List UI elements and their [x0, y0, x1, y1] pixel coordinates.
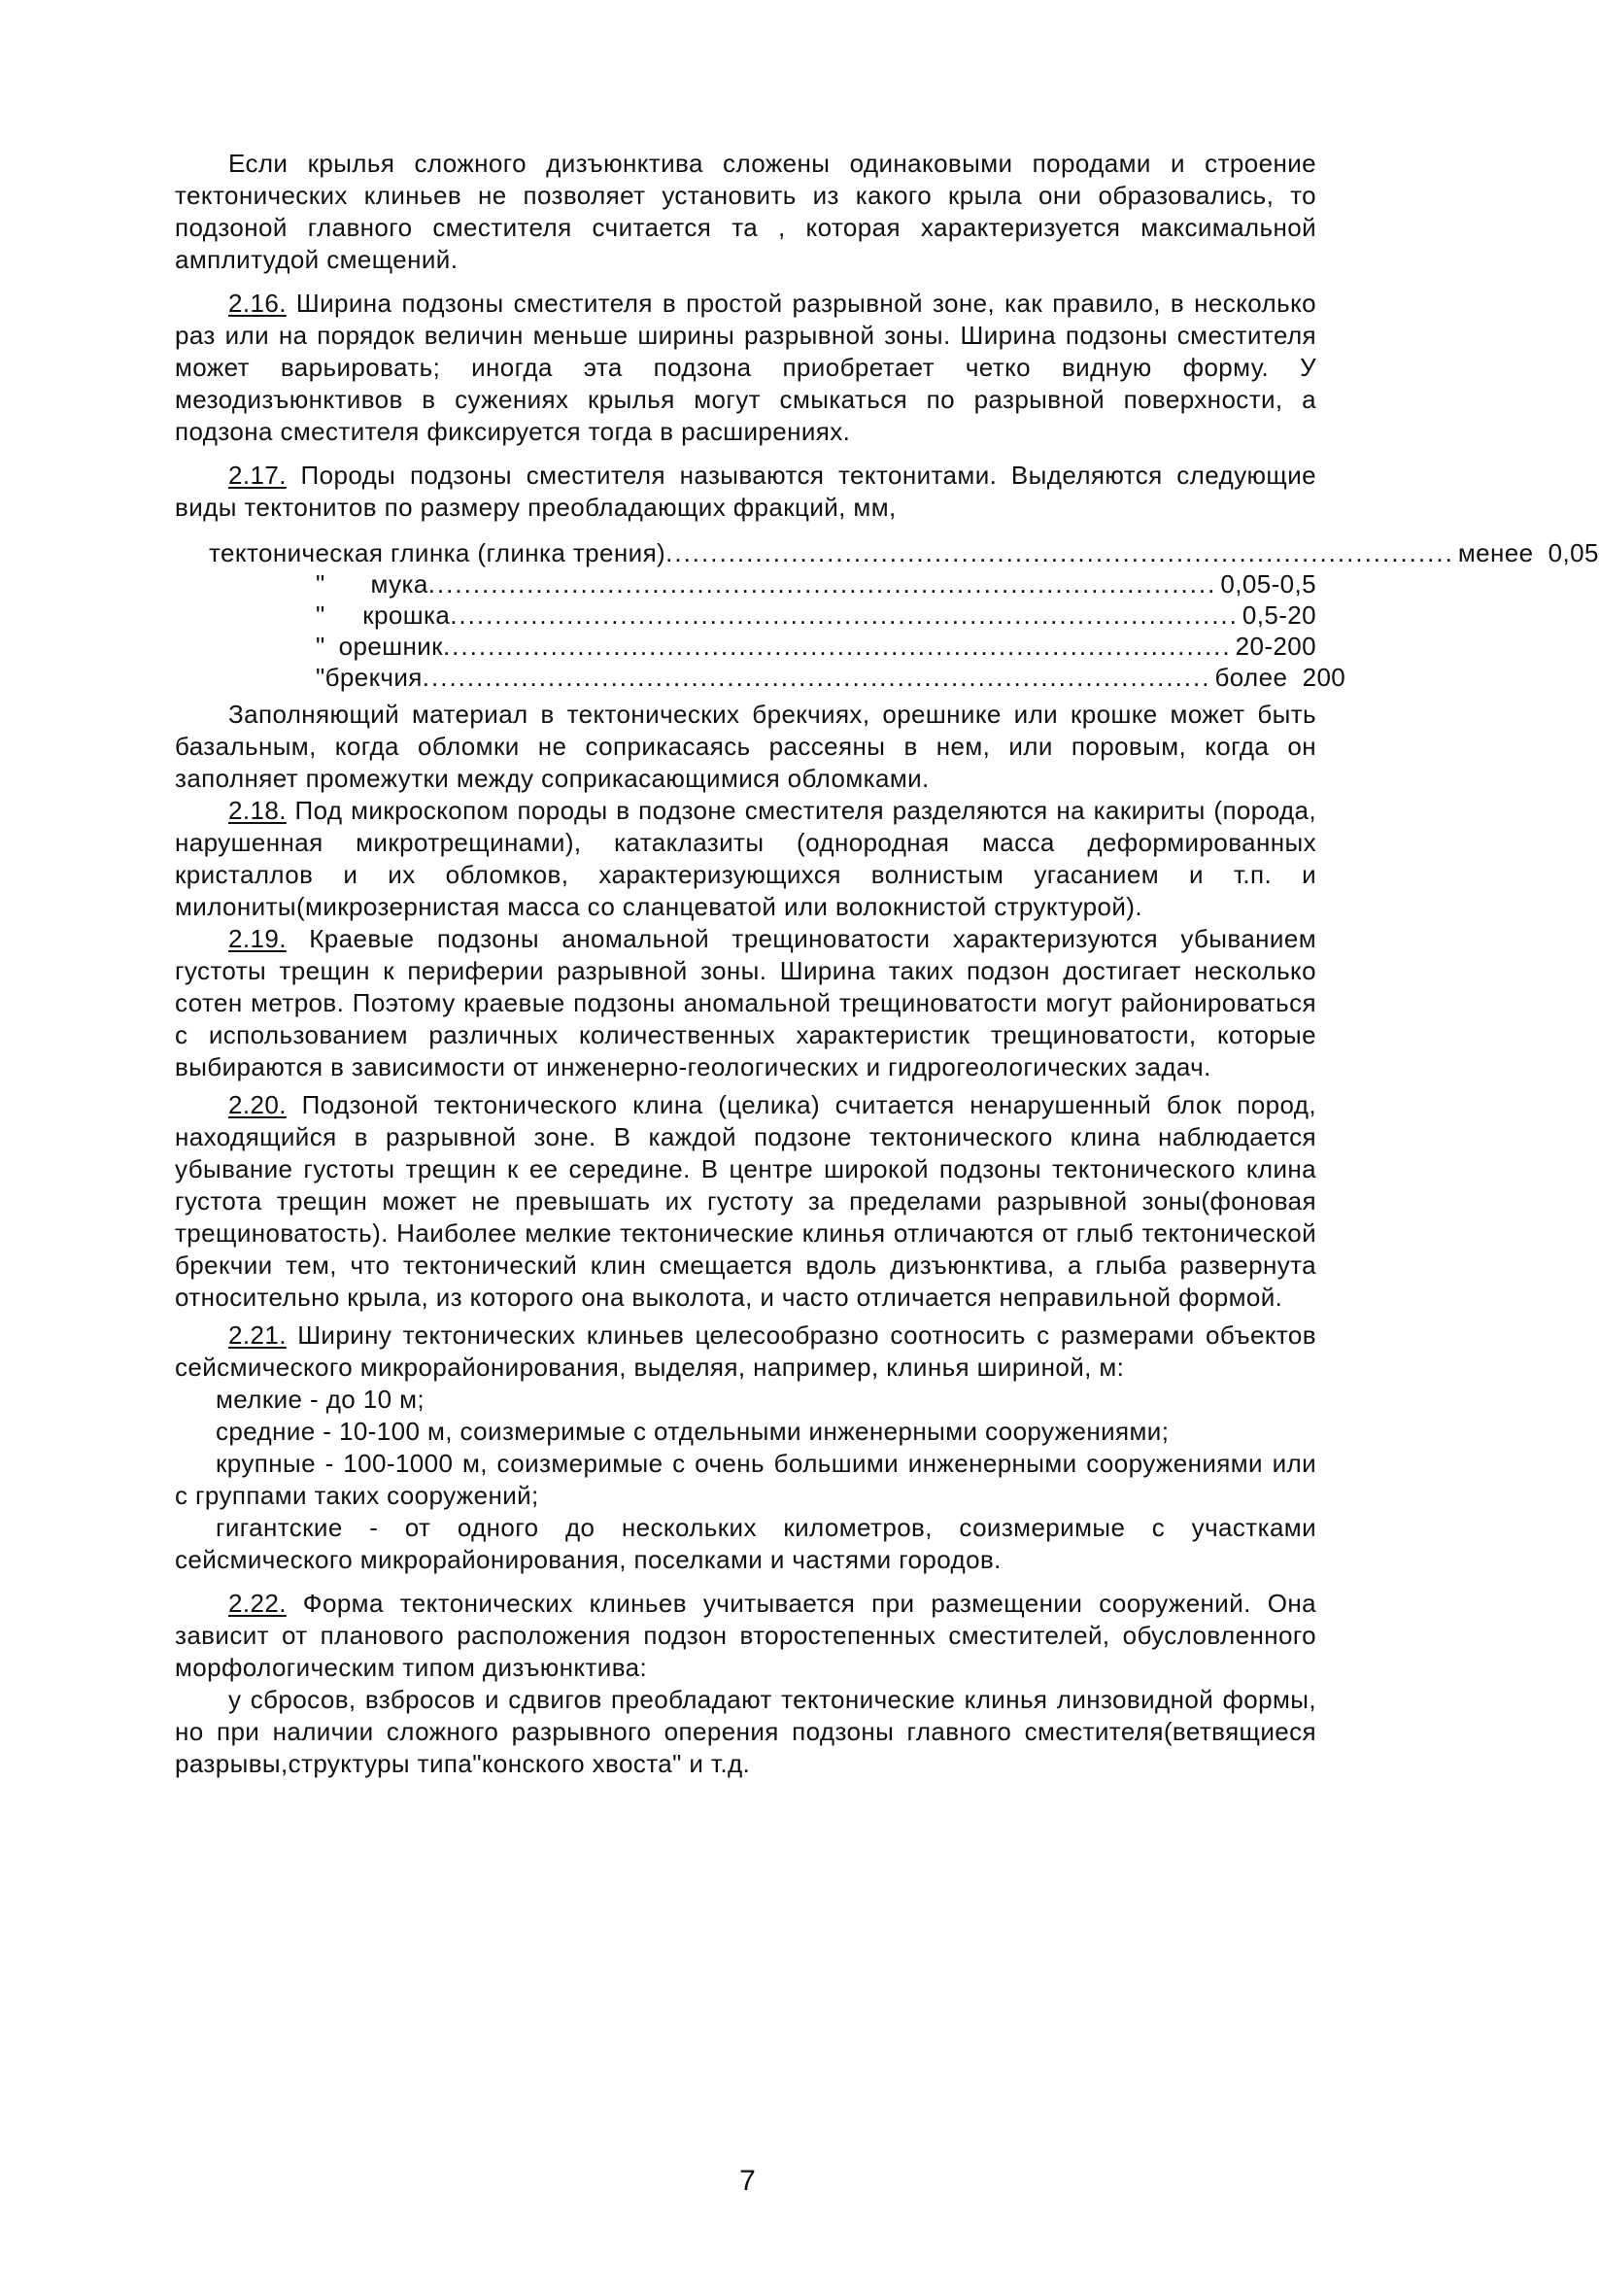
filler-paragraph: Заполняющий материал в тектонических брекчиях, орешнике или крошке может быть базальным, когда обломки не соприкасаясь рассеяны в нем, или поровым, когда он заполняет промежутки между соприкасающимися обломками. — [175, 700, 1316, 793]
tectonite-name: крошка — [362, 600, 451, 630]
leader-dots: ........................................................................................ — [422, 663, 1211, 692]
wedge-size-giant: гигантские - от одного до нескольких километров, соизмеримые с участками сейсмического микрорайонирования, поселками и частями городов. — [175, 1513, 1316, 1574]
tectonite-row — [209, 662, 1346, 693]
tectonite-row — [209, 568, 1316, 600]
wedge-size-medium: средние - 10-100 м, соизмеримые с отдельными инженерными сооружениями; — [216, 1417, 1170, 1446]
paragraph-2-20 — [175, 1089, 1316, 1314]
tectonite-name: брекчия — [324, 663, 423, 692]
tectonite-name: орешник — [338, 632, 443, 661]
paragraph-2-16 — [175, 288, 1316, 448]
tectonite-name: мука — [370, 569, 428, 599]
ditto-mark: " — [316, 632, 325, 661]
tectonite-table — [175, 537, 1599, 693]
tectonite-size: менее 0,05 — [1457, 538, 1599, 567]
paragraph-2-18 — [175, 795, 1316, 923]
tectonite-name: тектоническая глинка (глинка трения) — [209, 538, 666, 567]
tectonite-size: более 200 — [1214, 663, 1346, 692]
section-number: 2.22. — [228, 1589, 287, 1618]
section-text: Под микроскопом породы в подзоне сместителя разделяются на какириты (порода, нарушенная микротрещинами), катаклазиты (однородная масса деформированных кристаллов и их обломков, характеризующихся волнистым угасанием и т.п. и милониты(микрозернистая масса со сланцеватой или волокнистой структурой). — [175, 796, 1316, 921]
tectonite-size: 20-200 — [1235, 632, 1316, 661]
ditto-mark: " — [316, 600, 325, 630]
ditto-mark: " — [316, 569, 325, 599]
paragraph-2-22 — [175, 1588, 1316, 1684]
section-text: Подзоной тектонического клина (целика) считается ненарушенный блок пород, находящийся в разрывной зоне. В каждой подзоне тектонического клина наблюдается убывание густоты трещин к ее середине. В центре широкой подзоны тектонического клина густота трещин может не превышать их густоту за пределами разрывной зоны(фоновая трещиноватость). Наиболее мелкие тектонические клинья отличаются от глыб тектонической брекчии тем, что тектонический клин смещается вдоль дизъюнктива, а глыба развернута относительно крыла, из которого она выколота, и часто отличается неправильной формой. — [175, 1090, 1316, 1312]
leader-dots: ........................................................................................ — [442, 632, 1232, 661]
section-text: Форма тектонических клиньев учитывается при размещении сооружений. Она зависит от планового расположения подзон второстепенных сместителей, обусловленного морфологическим типом дизъюнктива: — [175, 1589, 1316, 1682]
intro-paragraph: Если крылья сложного дизъюнктива сложены одинаковыми породами и строение тектонических клиньев не позволяет установить из какого крыла они образовались, то подзоной главного сместителя считается та , которая характеризуется максимальной амплитудой смещений. — [175, 149, 1316, 274]
leader-dots: ........................................................................................ — [665, 538, 1454, 567]
document-page — [175, 148, 1599, 1780]
closing-paragraph: у сбросов, взбросов и сдвигов преобладают тектонические клинья линзовидной формы, но при наличии сложного разрывного оперения подзоны главного сместителя(ветвящиеся разрывы,структуры типа"конского хвоста" и т.д. — [175, 1685, 1316, 1778]
section-number: 2.20. — [228, 1090, 287, 1119]
tectonite-row — [209, 537, 1599, 568]
section-text: Ширину тектонических клиньев целесообразно соотносить с размерами объектов сейсмического микрорайонирования, выделяя, например, клинья шириной, м: — [175, 1320, 1316, 1382]
tectonite-row — [209, 631, 1316, 662]
section-number: 2.21. — [228, 1320, 287, 1350]
ditto-mark: " — [316, 663, 325, 692]
tectonite-row — [209, 600, 1316, 631]
tectonite-size: 0,5-20 — [1242, 600, 1316, 630]
section-text: Породы подзоны сместителя называются тектонитами. Выделяются следующие виды тектонитов по размеру преобладающих фракций, мм, — [175, 461, 1316, 522]
section-number: 2.16. — [228, 289, 287, 318]
paragraph-2-19 — [175, 923, 1316, 1083]
section-number: 2.17. — [228, 461, 287, 490]
section-number: 2.18. — [228, 796, 287, 825]
section-text: Краевые подзоны аномальной трещиноватости характеризуются убыванием густоты трещин к периферии разрывной зоны. Ширина таких подзон достигает несколько сотен метров. Поэтому краевые подзоны аномальной трещиноватости могут районироваться с использованием различных количественных характеристик трещиноватости, которые выбираются в зависимости от инженерно-геологических и гидрогеологических задач. — [175, 924, 1316, 1081]
wedge-size-large: крупные - 100-1000 м, соизмеримые с очень большими инженерными сооружениями или с группами таких сооружений; — [175, 1449, 1316, 1510]
paragraph-2-21 — [175, 1319, 1316, 1384]
paragraph-2-17 — [175, 460, 1316, 524]
section-number: 2.19. — [228, 924, 287, 953]
page-number: 7 — [739, 2165, 756, 2197]
wedge-size-small: мелкие - до 10 м; — [216, 1385, 425, 1414]
leader-dots: ........................................................................................ — [450, 600, 1239, 630]
tectonite-size: 0,05-0,5 — [1220, 569, 1316, 599]
leader-dots: ........................................................................................ — [427, 569, 1217, 599]
section-text: Ширина подзоны сместителя в простой разрывной зоне, как правило, в несколько раз или на порядок величин меньше ширины разрывной зоны. Ширина подзоны сместителя может варьировать; иногда эта подзона приобретает четко видную форму. У мезодизъюнктивов в сужениях крылья могут смыкаться по разрывной поверхности, а подзона сместителя фиксируется тогда в расширениях. — [175, 289, 1316, 446]
